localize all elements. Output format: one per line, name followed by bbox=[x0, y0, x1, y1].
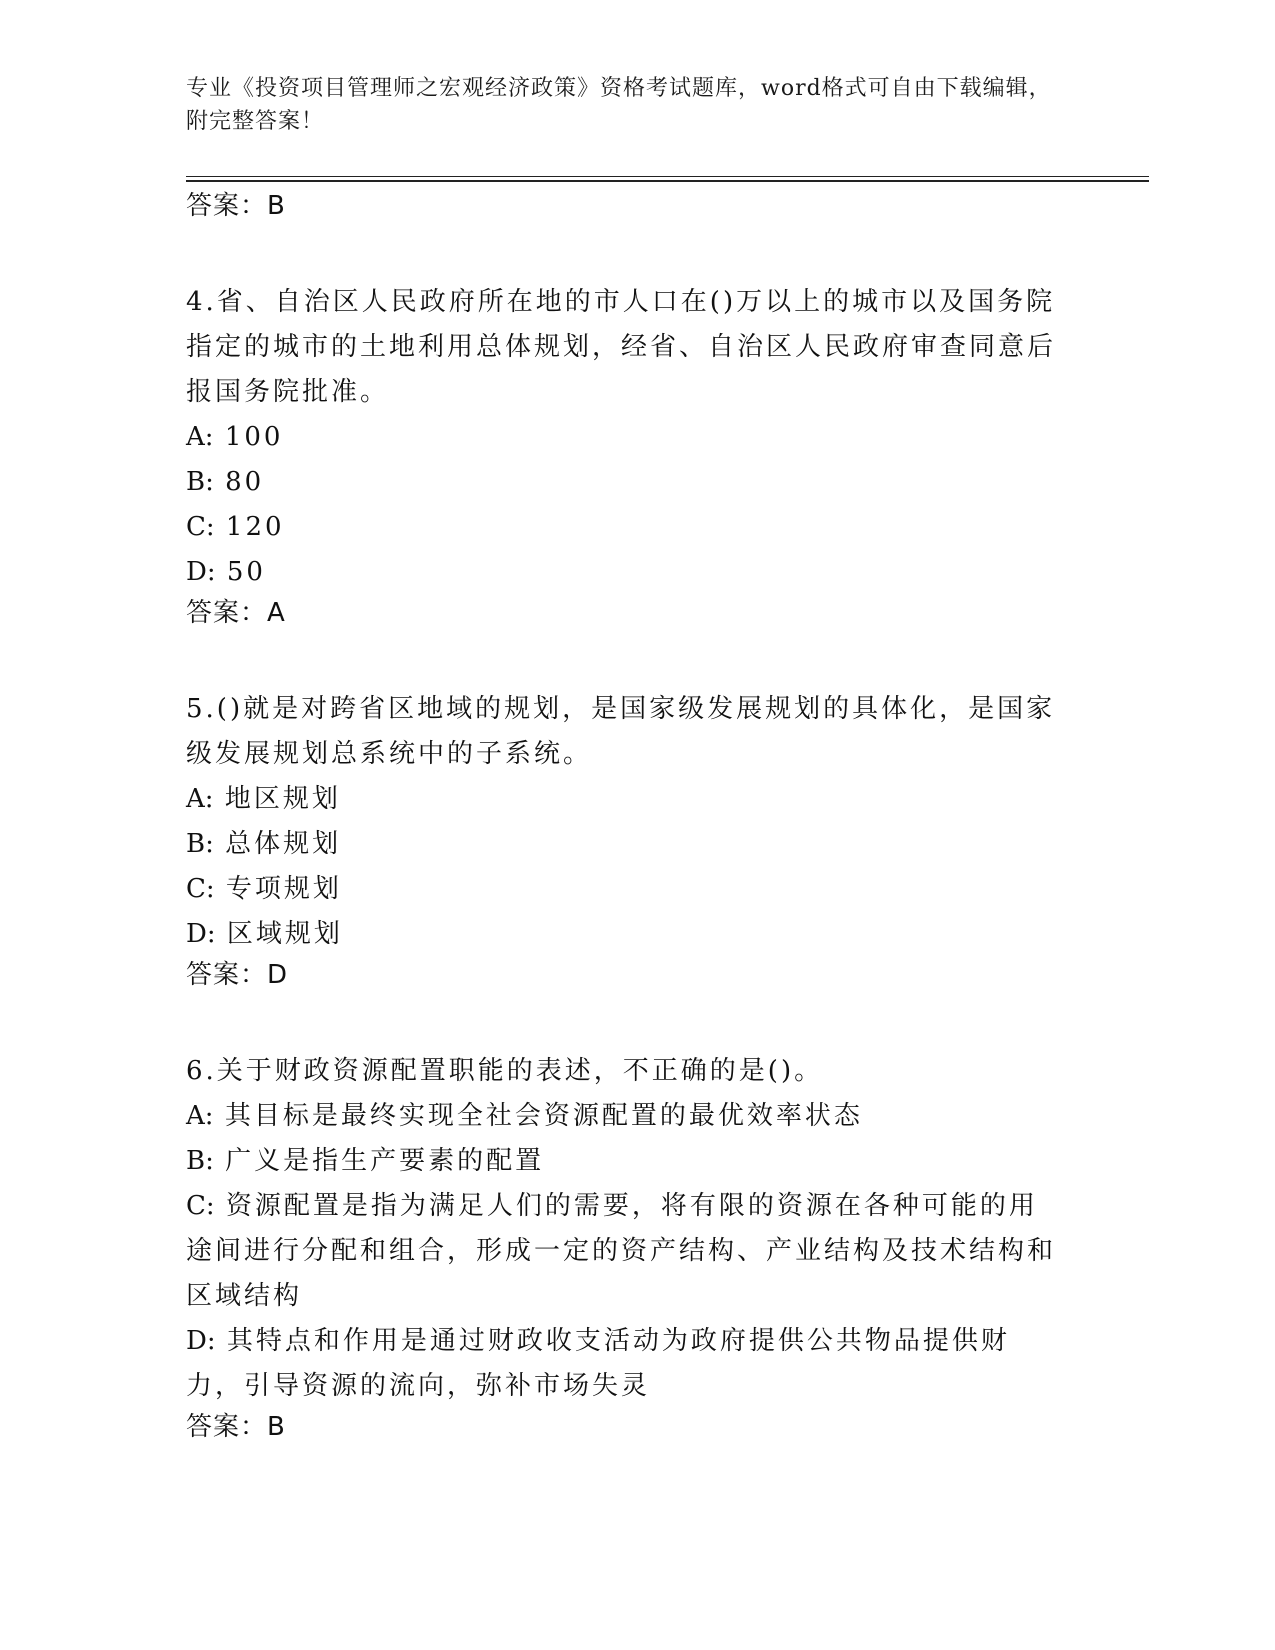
question-block-5 bbox=[186, 687, 1066, 1001]
option-d: D: 其特点和作用是通过财政收支活动为政府提供公共物品提供财力，引导资源的流向，弥补市场失灵 bbox=[186, 1326, 1010, 1401]
spacer bbox=[186, 639, 1066, 687]
header-divider bbox=[186, 176, 1149, 177]
option-c: C: 120 bbox=[186, 512, 285, 542]
option-d: D: 50 bbox=[186, 557, 266, 587]
option-a: A: 其目标是最终实现全社会资源配置的最优效率状态 bbox=[186, 1101, 863, 1131]
option-d: D: 区域规划 bbox=[186, 919, 343, 949]
question-text: 5.()就是对跨省区地域的规划，是国家级发展规划的具体化，是国家级发展规划总系统中的子系统。 bbox=[186, 694, 1056, 769]
header-divider-thick bbox=[186, 180, 1149, 182]
spacer bbox=[186, 1001, 1066, 1049]
page-header: 专业《投资项目管理师之宏观经济政策》资格考试题库，word格式可自由下载编辑，附完整答案！ bbox=[186, 76, 1052, 134]
question-answer: 答案：D bbox=[186, 960, 289, 990]
option-b: B: 总体规划 bbox=[186, 829, 342, 859]
question-text: 4.省、自治区人民政府所在地的市人口在()万以上的城市以及国务院指定的城市的土地利用总体规划，经省、自治区人民政府审查同意后报国务院批准。 bbox=[186, 287, 1057, 407]
option-b: B: 80 bbox=[186, 467, 265, 497]
question-answer: 答案：A bbox=[186, 598, 286, 628]
option-b: B: 广义是指生产要素的配置 bbox=[186, 1146, 545, 1176]
question-block-6 bbox=[186, 1049, 1066, 1453]
option-a: A: 地区规划 bbox=[186, 784, 341, 814]
question-answer: 答案：B bbox=[186, 1412, 286, 1442]
prev-question-answer: 答案：B bbox=[186, 191, 286, 221]
option-c: C: 专项规划 bbox=[186, 874, 342, 904]
question-block-4 bbox=[186, 280, 1066, 639]
option-a: A: 100 bbox=[186, 422, 284, 452]
option-c: C: 资源配置是指为满足人们的需要，将有限的资源在各种可能的用途间进行分配和组合，形成一定的资产结构、产业结构及技术结构和区域结构 bbox=[186, 1191, 1057, 1311]
spacer bbox=[186, 232, 1066, 280]
question-text: 6.关于财政资源配置职能的表述，不正确的是()。 bbox=[186, 1056, 824, 1086]
question-list bbox=[186, 188, 1066, 1453]
